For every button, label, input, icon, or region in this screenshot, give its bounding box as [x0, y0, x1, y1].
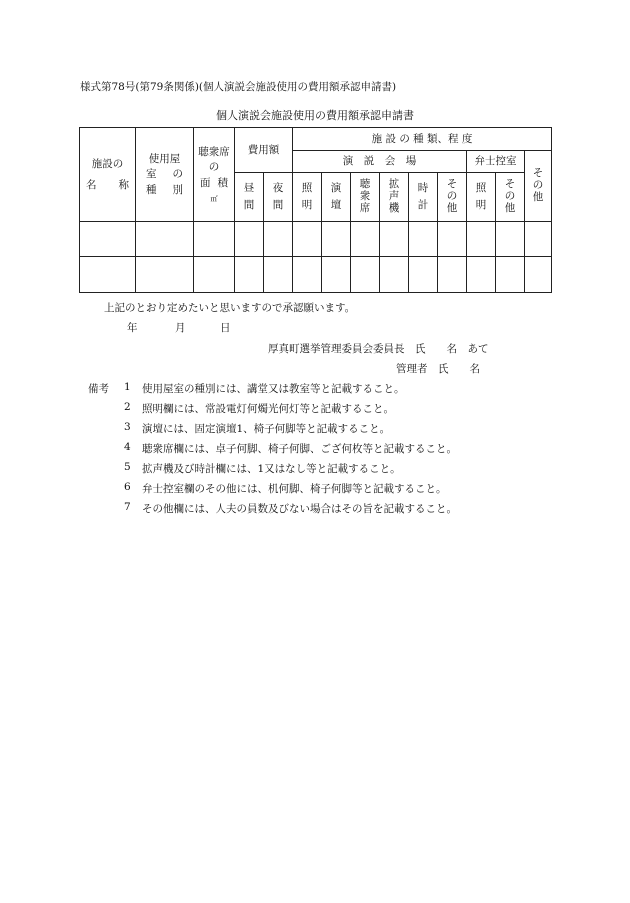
- input-cell[interactable]: [235, 222, 264, 257]
- header-speaker-other: その他: [496, 173, 525, 222]
- applicant-line: 管理者 氏 名: [396, 363, 480, 375]
- input-cell[interactable]: [322, 257, 351, 293]
- header-fee: 費用額: [235, 128, 293, 173]
- remark-text: その他欄には、人夫の員数及びない場合はその旨を記載すること。: [142, 503, 457, 515]
- input-cell[interactable]: [264, 222, 293, 257]
- input-cell[interactable]: [525, 222, 552, 257]
- input-cell[interactable]: [409, 257, 438, 293]
- remark-text: 照明欄には、常設電灯何燭光何灯等と記載すること。: [142, 403, 394, 415]
- input-cell[interactable]: [351, 257, 380, 293]
- table-row: [80, 257, 552, 293]
- date-month: 月: [175, 322, 186, 334]
- input-cell[interactable]: [80, 222, 136, 257]
- header-lighting: 照明: [293, 173, 322, 222]
- remark-number: 4: [124, 441, 131, 453]
- input-cell[interactable]: [438, 222, 467, 257]
- input-cell[interactable]: [380, 222, 409, 257]
- remark-number: 3: [124, 421, 131, 433]
- input-cell[interactable]: [80, 257, 136, 293]
- header-hall-other: その他: [438, 173, 467, 222]
- remark-text: 演壇には、固定演壇1、椅子何脚等と記載すること。: [142, 423, 391, 435]
- header-speech-hall: 演 説 会 場: [293, 151, 467, 173]
- header-audience-seats: 聴衆席: [351, 173, 380, 222]
- approval-statement: 上記のとおり定めたいと思いますので承認願います。: [104, 302, 356, 314]
- input-cell[interactable]: [351, 222, 380, 257]
- header-seating-area: 聴衆席 の 面 積 ㎡: [194, 128, 235, 222]
- header-speaker-lighting: 照明: [467, 173, 496, 222]
- remark-number: 2: [124, 401, 131, 413]
- input-cell[interactable]: [136, 222, 194, 257]
- date-day: 日: [220, 322, 231, 334]
- remark-text: 拡声機及び時計欄には、1又はなし等と記載すること。: [142, 463, 401, 475]
- header-facility-type: 施 設 の 種 類、程 度: [293, 128, 552, 151]
- input-cell[interactable]: [467, 222, 496, 257]
- input-cell[interactable]: [293, 257, 322, 293]
- form-number-label: 様式第78号(第79条関係)(個人演説会施設使用の費用額承認申請書): [80, 81, 397, 93]
- input-cell[interactable]: [525, 257, 552, 293]
- input-cell[interactable]: [467, 257, 496, 293]
- input-cell[interactable]: [496, 222, 525, 257]
- remark-text: 聴衆席欄には、卓子何脚、椅子何脚、ござ何枚等と記載すること。: [142, 443, 457, 455]
- input-cell[interactable]: [380, 257, 409, 293]
- remark-number: 7: [124, 501, 131, 513]
- document-title: 個人演説会施設使用の費用額承認申請書: [216, 109, 414, 122]
- header-speaker-room: 弁士控室: [467, 151, 525, 173]
- input-cell[interactable]: [409, 222, 438, 257]
- remark-number: 1: [124, 381, 131, 393]
- header-loudspeaker: 拡声機: [380, 173, 409, 222]
- input-cell[interactable]: [496, 257, 525, 293]
- remark-text: 使用屋室の種別には、講堂又は教室等と記載すること。: [142, 383, 405, 395]
- input-cell[interactable]: [194, 257, 235, 293]
- table-row: [80, 222, 552, 257]
- addressee-line: 厚真町選挙管理委員会委員長 氏 名 あて: [268, 343, 489, 355]
- application-table: [79, 127, 552, 293]
- remark-text: 弁士控室欄のその他には、机何脚、椅子何脚等と記載すること。: [142, 483, 447, 495]
- header-daytime: 昼間: [235, 173, 264, 222]
- remark-number: 5: [124, 461, 131, 473]
- input-cell[interactable]: [235, 257, 264, 293]
- input-cell[interactable]: [136, 257, 194, 293]
- remarks-label: 備考: [88, 383, 109, 395]
- remark-number: 6: [124, 481, 131, 493]
- header-room-type: 使用屋 室 の 種 別: [136, 128, 194, 222]
- header-clock: 時計: [409, 173, 438, 222]
- header-other: その他: [525, 151, 552, 222]
- header-nighttime: 夜間: [264, 173, 293, 222]
- input-cell[interactable]: [322, 222, 351, 257]
- date-year: 年: [127, 322, 138, 334]
- input-cell[interactable]: [438, 257, 467, 293]
- header-podium: 演壇: [322, 173, 351, 222]
- input-cell[interactable]: [264, 257, 293, 293]
- input-cell[interactable]: [293, 222, 322, 257]
- header-facility-name: 施設の 名 称: [80, 128, 136, 222]
- input-cell[interactable]: [194, 222, 235, 257]
